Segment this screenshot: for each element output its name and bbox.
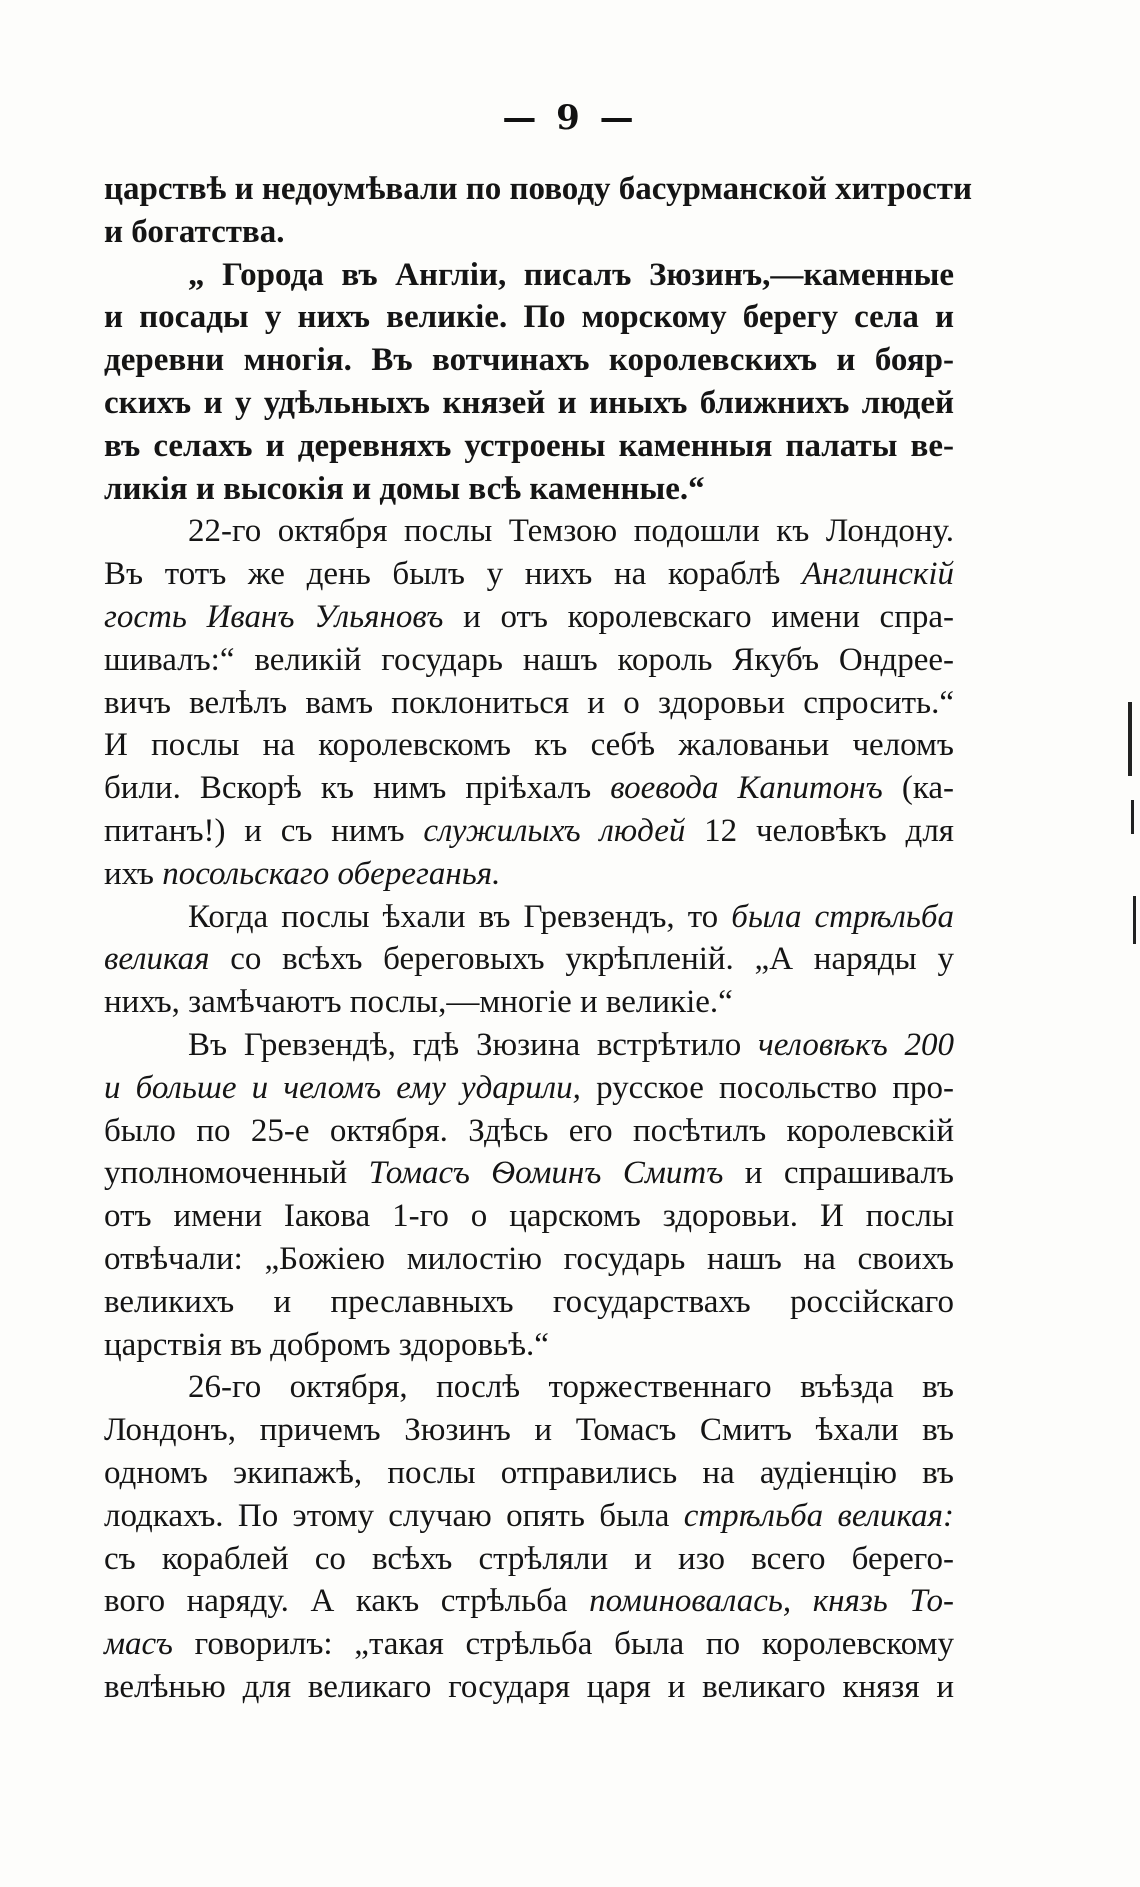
text-line xyxy=(104,596,954,639)
text-segment: (ка- xyxy=(882,770,954,807)
text-segment: царствѣ и недоумѣвали по поводу басурманской хитрости xyxy=(104,171,972,207)
text-segment: ликія и высокія и домы всѣ каменные.“ xyxy=(104,470,705,507)
text-segment: скихъ и у удѣльныхъ князей и иныхъ ближнихъ людей xyxy=(104,384,954,421)
text-line xyxy=(104,938,954,981)
text-line xyxy=(104,896,954,939)
text-segment: со всѣхъ береговыхъ укрѣпленій. „А наряды у xyxy=(209,941,954,978)
text-segment: и богатства. xyxy=(104,213,285,250)
text-segment: русское посольство про- xyxy=(580,1069,954,1106)
italic-phrase: Томасъ Ѳоминъ Смитъ xyxy=(368,1155,724,1192)
text-segment: питанъ!) и съ нимъ xyxy=(104,812,424,849)
text-line xyxy=(104,1623,954,1666)
text-line xyxy=(104,1409,954,1452)
text-segment: лодкахъ. По этому случаю опять была xyxy=(104,1497,684,1534)
text-line xyxy=(104,168,972,211)
text-segment: шивалъ:“ великій государь нашъ король Якубъ Ондрее- xyxy=(104,641,954,678)
italic-phrase: человѣкъ 200 xyxy=(757,1026,954,1063)
text-segment: и отъ королевскаго имени спра- xyxy=(443,598,954,635)
italic-phrase: Англинскій xyxy=(802,556,954,593)
text-line xyxy=(104,1324,954,1367)
italic-phrase: стрѣльба великая: xyxy=(683,1497,954,1534)
text-line xyxy=(104,981,954,1024)
text-segment: деревни многія. Въ вотчинахъ королевскихъ и бояр- xyxy=(104,342,954,379)
text-line xyxy=(104,1495,954,1538)
text-segment: 22-го октября послы Темзою подошли къ Лондону. xyxy=(188,513,954,550)
text-line xyxy=(104,1538,954,1581)
text-line xyxy=(104,553,954,596)
italic-phrase: и больше и челомъ ему ударили, xyxy=(104,1069,581,1106)
text-line xyxy=(104,1238,954,1281)
text-segment: били. Вскорѣ къ нимъ пріѣхалъ xyxy=(104,770,611,807)
body-text xyxy=(104,168,972,1709)
text-segment: велѣнью для великаго государя царя и великаго князя и xyxy=(104,1668,954,1705)
text-segment: и спрашивалъ xyxy=(723,1155,954,1192)
scan-mark xyxy=(1128,702,1132,776)
text-segment: „ Города въ Англіи, писалъ Зюзинъ,—каменные xyxy=(188,256,954,293)
text-line xyxy=(104,296,954,339)
text-segment: одномъ экипажѣ, послы отправились на аудіенцію въ xyxy=(104,1454,954,1491)
text-segment: вого наряду. А какъ стрѣльба xyxy=(104,1583,590,1620)
text-line xyxy=(104,510,954,553)
text-line xyxy=(104,1580,954,1623)
text-line xyxy=(104,254,954,297)
text-segment: Когда послы ѣхали въ Гревзендъ, то xyxy=(188,898,732,935)
text-segment: великихъ и преславныхъ государствахъ россійскаго xyxy=(104,1283,954,1320)
text-line xyxy=(104,1024,954,1067)
italic-phrase: воевода Капитонъ xyxy=(610,770,883,807)
text-line xyxy=(104,339,954,382)
text-segment: Въ Гревзендѣ, гдѣ Зюзина встрѣтило xyxy=(188,1026,758,1063)
text-line xyxy=(104,1452,954,1495)
text-segment: ихъ xyxy=(104,855,163,892)
text-line xyxy=(104,1110,954,1153)
text-line xyxy=(104,211,954,254)
text-line xyxy=(104,1366,954,1409)
text-segment: съ кораблей со всѣхъ стрѣляли и изо всего берего- xyxy=(104,1540,954,1577)
text-line xyxy=(104,425,954,468)
text-line xyxy=(104,1281,954,1324)
text-segment: нихъ, замѣчаютъ послы,—многіе и великіе.“ xyxy=(104,984,733,1021)
italic-phrase: посольскаго обереганья. xyxy=(162,855,501,892)
page-number: — 9 — xyxy=(502,98,638,138)
italic-phrase: служилыхъ людей xyxy=(423,812,686,849)
text-line xyxy=(104,1067,954,1110)
text-segment: Въ тотъ же день былъ у нихъ на кораблѣ xyxy=(104,556,803,593)
italic-phrase: масъ xyxy=(104,1626,173,1663)
italic-phrase: была стрѣльба xyxy=(731,898,955,935)
text-line xyxy=(104,767,954,810)
text-line xyxy=(104,724,954,767)
text-segment: отъ имени Іакова 1-го о царскомъ здоровьи. И послы xyxy=(104,1198,954,1235)
text-segment: вичъ велѣлъ вамъ поклониться и о здоровьи спросить.“ xyxy=(104,684,954,721)
text-segment: и посады у нихъ великіе. По морскому берегу села и xyxy=(104,299,954,336)
scan-mark xyxy=(1133,896,1136,944)
text-segment: въ селахъ и деревняхъ устроены каменныя палаты ве- xyxy=(104,427,954,464)
italic-phrase: великая xyxy=(104,941,210,978)
scan-mark xyxy=(1131,800,1134,834)
text-segment: было по 25-е октября. Здѣсь его посѣтилъ королевскій xyxy=(104,1112,954,1149)
italic-phrase: поминовалась, князь То- xyxy=(589,1583,955,1620)
text-line xyxy=(104,853,954,896)
text-segment: уполномоченный xyxy=(104,1155,369,1192)
text-line xyxy=(104,810,954,853)
text-line xyxy=(104,468,954,511)
text-line xyxy=(104,639,954,682)
text-segment: 12 человѣкъ для xyxy=(685,812,954,849)
text-segment: И послы на королевскомъ къ себѣ жалованьи челомъ xyxy=(104,727,954,764)
text-line xyxy=(104,382,954,425)
text-segment: Лондонъ, причемъ Зюзинъ и Томасъ Смитъ ѣхали въ xyxy=(104,1412,954,1449)
text-line xyxy=(104,682,954,725)
text-line xyxy=(104,1152,954,1195)
italic-phrase: гость Иванъ Ульяновъ xyxy=(104,598,444,635)
text-segment: 26-го октября, послѣ торжественнаго въѣзда въ xyxy=(188,1369,954,1406)
text-segment: говорилъ: „такая стрѣльба была по королевскому xyxy=(172,1626,954,1663)
text-segment: отвѣчали: „Божіею милостію государь нашъ на своихъ xyxy=(104,1240,954,1277)
text-line xyxy=(104,1666,954,1709)
text-line xyxy=(104,1195,954,1238)
text-segment: царствія въ добромъ здоровьѣ.“ xyxy=(104,1326,549,1363)
